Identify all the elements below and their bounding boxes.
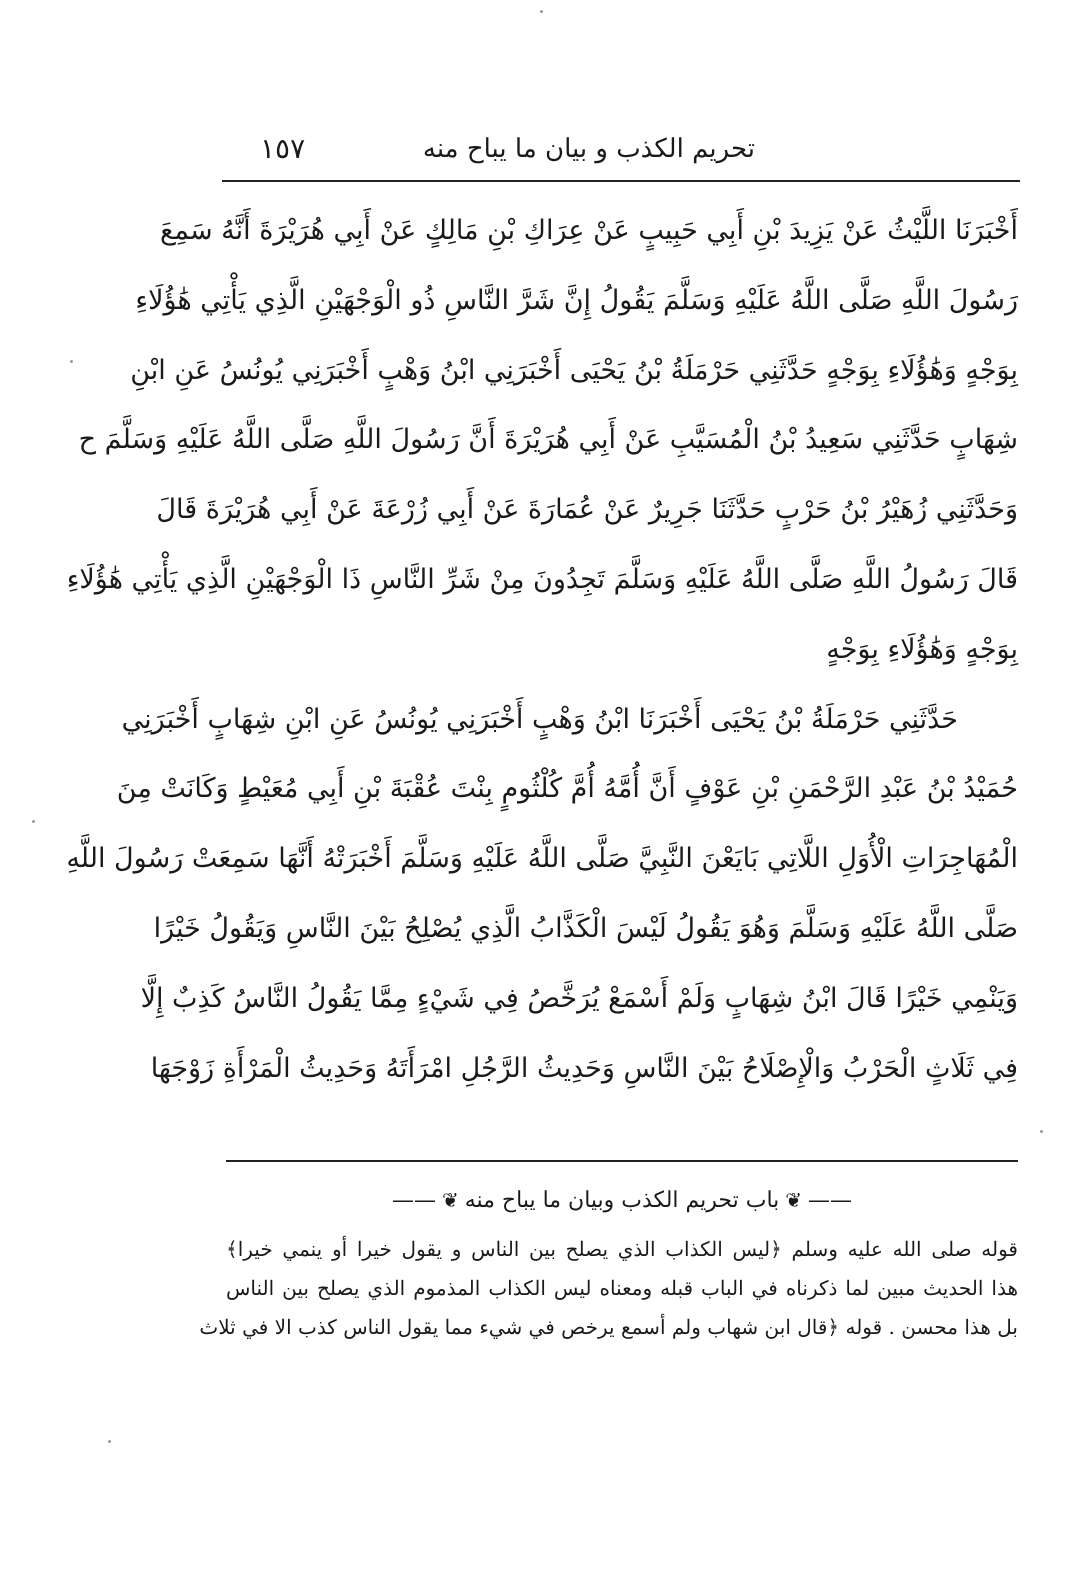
scan-speck [32, 820, 35, 823]
text-line: صَلَّى اللَّهُ عَلَيْهِ وَسَلَّمَ وَهُوَ يَقُولُ لَيْسَ الْكَذَّابُ الَّذِي يُصْلِحُ بَيْنَ النَّاسِ وَيَقُولُ خَيْرًا [153, 912, 1018, 944]
commentary-line: هذا الحديث مبين لما ذكرناه في الباب قبله ومعناه ليس الكذاب المذموم الذي يصلح بين الناس [226, 1276, 1018, 1300]
text-line: وَيَنْمِي خَيْرًا قَالَ ابْنُ شِهَابٍ وَلَمْ أَسْمَعْ يُرَخَّصُ فِي شَيْءٍ مِمَّا يَقُولُ النَّاسُ كَذِبٌ إِلَّا [140, 982, 1018, 1014]
commentary-line: بل هذا محسن . قوله ﴿قال ابن شهاب ولم أسمع يرخص في شيء مما يقول الناس كذب الا في ثلاث [199, 1315, 1018, 1339]
text-line: وَحَدَّثَنِي زُهَيْرُ بْنُ حَرْبٍ حَدَّثَنَا جَرِيرٌ عَنْ عُمَارَةَ عَنْ أَبِي زُرْعَةَ عَنْ أَبِي هُرَيْرَةَ قَالَ [156, 494, 1018, 526]
text-line: فِي ثَلَاثٍ الْحَرْبُ وَالْإِصْلَاحُ بَيْنَ النَّاسِ وَحَدِيثُ الرَّجُلِ امْرَأَتَهُ وَحَدِيثُ الْمَرْأَةِ زَوْجَهَا [150, 1052, 1018, 1084]
scan-speck [540, 10, 543, 13]
text-line: أَخْبَرَنَا اللَّيْثُ عَنْ يَزِيدَ بْنِ أَبِي حَبِيبٍ عَنْ عِرَاكِ بْنِ مَالِكٍ عَنْ أَبِي هُرَيْرَةَ أَنَّهُ سَمِعَ [159, 215, 1018, 246]
dash-ornament: —— [391, 1188, 436, 1213]
text-line: قَالَ رَسُولُ اللَّهِ صَلَّى اللَّهُ عَلَيْهِ وَسَلَّمَ تَجِدُونَ مِنْ شَرِّ النَّاسِ ذَا الْوَجْهَيْنِ الَّذِي يَأْتِي هَٰؤُلَاءِ [66, 563, 1018, 595]
header-divider [222, 180, 1020, 182]
commentary-heading-text: باب تحريم الكذب وبيان ما يباح منه [464, 1188, 780, 1213]
commentary-text [199, 1230, 1018, 1347]
text-line: بِوَجْهٍ وَهَٰؤُلَاءِ بِوَجْهٍ [826, 633, 1018, 665]
floral-ornament-icon: ❦ [441, 1188, 459, 1212]
scan-speck [108, 1440, 111, 1443]
text-line: بِوَجْهٍ وَهَٰؤُلَاءِ بِوَجْهٍ حَدَّثَنِي حَرْمَلَةُ بْنُ يَحْيَى أَخْبَرَنِي ابْنُ وَهْبٍ أَخْبَرَنِي يُونُسُ عَنِ ابْنِ [130, 354, 1018, 386]
text-line: الْمُهَاجِرَاتِ الْأُوَلِ اللَّاتِي بَايَعْنَ النَّبِيَّ صَلَّى اللَّهُ عَلَيْهِ وَسَلَّمَ أَخْبَرَتْهُ أَنَّهَا سَمِعَتْ رَسُولَ اللَّهِ [66, 843, 1018, 875]
commentary-heading [226, 1180, 1018, 1221]
commentary-divider [226, 1160, 1018, 1162]
floral-ornament-icon: ❦ [785, 1188, 803, 1212]
text-line: شِهَابٍ حَدَّثَنِي سَعِيدُ بْنُ الْمُسَيَّبِ عَنْ أَبِي هُرَيْرَةَ أَنَّ رَسُولَ اللَّهِ صَلَّى اللَّهُ عَلَيْهِ وَسَلَّمَ ح [78, 424, 1018, 456]
scan-speck [70, 360, 73, 363]
running-header [222, 128, 1020, 178]
text-line: حَدَّثَنِي حَرْمَلَةُ بْنُ يَحْيَى أَخْبَرَنَا ابْنُ وَهْبٍ أَخْبَرَنِي يُونُسُ عَنِ ابْنِ شِهَابٍ أَخْبَرَنِي [121, 703, 958, 735]
commentary-line: قوله صلى الله عليه وسلم ﴿ليس الكذاب الذي يصلح بين الناس و يقول خيرا أو ينمي خيرا﴾ [226, 1237, 1018, 1261]
text-line: حُمَيْدُ بْنُ عَبْدِ الرَّحْمَنِ بْنِ عَوْفٍ أَنَّ أُمَّهُ أُمَّ كُلْثُومٍ بِنْتَ عُقْبَةَ بْنِ أَبِي مُعَيْطٍ وَكَانَتْ مِنَ [116, 773, 1018, 805]
hadith-text [66, 196, 1018, 1103]
page-number: ١٥٧ [260, 132, 306, 165]
text-line: رَسُولَ اللَّهِ صَلَّى اللَّهُ عَلَيْهِ وَسَلَّمَ يَقُولُ إِنَّ شَرَّ النَّاسِ ذُو الْوَجْهَيْنِ الَّذِي يَأْتِي هَٰؤُلَاءِ [135, 284, 1018, 316]
chapter-title: تحريم الكذب و بيان ما يباح منه [422, 134, 755, 164]
scan-speck [1040, 1130, 1043, 1133]
dash-ornament: —— [808, 1188, 853, 1213]
